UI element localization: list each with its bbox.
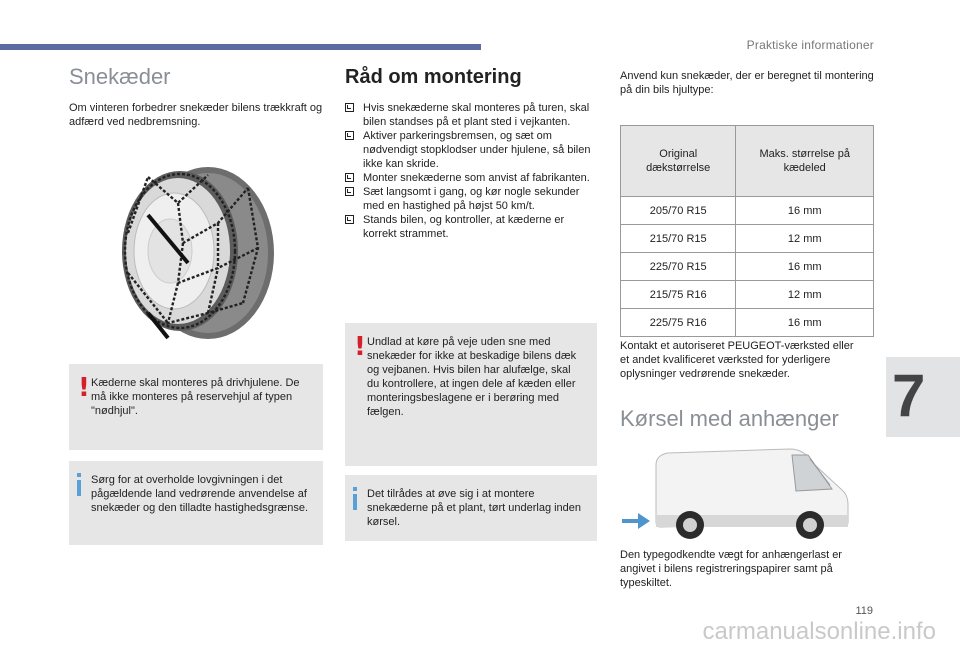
snowchains-intro: Om vinteren forbedrer snekæder bilens trækkraft og adfærd ved nedbremsning. <box>69 102 323 128</box>
section-title-mounting: Råd om montering <box>345 66 522 88</box>
header-accent-bar <box>0 44 481 50</box>
info-icon <box>77 473 81 497</box>
table-row: 225/75 R16 16 mm <box>621 309 874 337</box>
table-row: 225/70 R15 16 mm <box>621 253 874 281</box>
list-item: Monter snekæderne som anvist af fabrikanten. <box>345 171 595 185</box>
warning-box-no-snow <box>345 323 597 466</box>
watermark: carmanualsonline.info <box>702 618 936 645</box>
list-item: Sæt langsomt i gang, og kør nogle sekunder med en hastighed på højst 50 km/t. <box>345 185 595 213</box>
van-trailer-illustration <box>620 445 850 545</box>
checkbox-icon <box>345 187 354 196</box>
section-title-trailer: Kørsel med anhænger <box>620 406 839 431</box>
tire-size-table <box>620 125 874 337</box>
tire-chain-illustration <box>108 163 288 343</box>
warning-box-drive-wheels <box>69 364 323 450</box>
table-row: 205/70 R15 16 mm <box>621 197 874 225</box>
page-number: 119 <box>855 605 873 617</box>
trailer-weight-text: Den typegodkendte vægt for anhængerlast er angivet i bilens registreringspapirer samt på typeskiltet. <box>620 549 842 589</box>
warning-text: Undlad at køre på veje uden sne med snekæder for ikke at beskadige bilens dæk og vejbanen. Hvis bilen har alufælge, skal du kontrollere, at ingen dele af kæden eller monteringsbeslagene er i berøring med fælgen. <box>367 336 577 418</box>
table-header: Maks. størrelse på kædeled <box>736 126 874 197</box>
info-text: Sørg for at overholde lovgivningen i det pågældende land vedrørende anvendelse af snekæder og den tilladte hastighedsgrænse. <box>91 474 309 514</box>
info-text: Det tilrådes at øve sig i at montere snekæderne på et plant, tørt underlag inden kørsel. <box>367 488 582 528</box>
info-box-legislation <box>69 461 323 545</box>
warning-icon: ! <box>354 332 366 362</box>
list-item: Stands bilen, og kontroller, at kæderne er korrekt strammet. <box>345 213 595 241</box>
table-row: 215/70 R15 12 mm <box>621 225 874 253</box>
list-item: Aktiver parkeringsbremsen, og sæt om nødvendigt stopklodser under hjulene, så bilen ikke kan skride. <box>345 129 595 171</box>
info-box-practice <box>345 475 597 541</box>
checkbox-icon <box>345 103 354 112</box>
section-title-snowchains: Snekæder <box>69 64 171 89</box>
contact-workshop-text: Kontakt et autoriseret PEUGEOT-værksted eller et andet kvalificeret værksted for yderligere oplysninger vedrørende snekæder. <box>620 340 854 380</box>
table-row: 215/75 R16 12 mm <box>621 281 874 309</box>
checkbox-icon <box>345 173 354 182</box>
checkbox-icon <box>345 131 354 140</box>
chapter-title: Praktiske informationer <box>746 38 874 52</box>
chapter-number: 7 <box>892 362 926 429</box>
checkbox-icon <box>345 215 354 224</box>
info-icon <box>353 487 357 511</box>
warning-text: Kæderne skal monteres på drivhjulene. De må ikke monteres på reservehjul af typen "nødhjul". <box>91 377 300 417</box>
warning-icon: ! <box>78 373 90 403</box>
tire-type-intro: Anvend kun snekæder, der er beregnet til montering på din bils hjultype: <box>620 70 874 96</box>
mounting-steps-list <box>345 101 595 241</box>
table-header: Original dækstørrelse <box>621 126 736 197</box>
list-item: Hvis snekæderne skal monteres på turen, skal bilen standses på et plant sted i vejkanten. <box>345 101 595 129</box>
